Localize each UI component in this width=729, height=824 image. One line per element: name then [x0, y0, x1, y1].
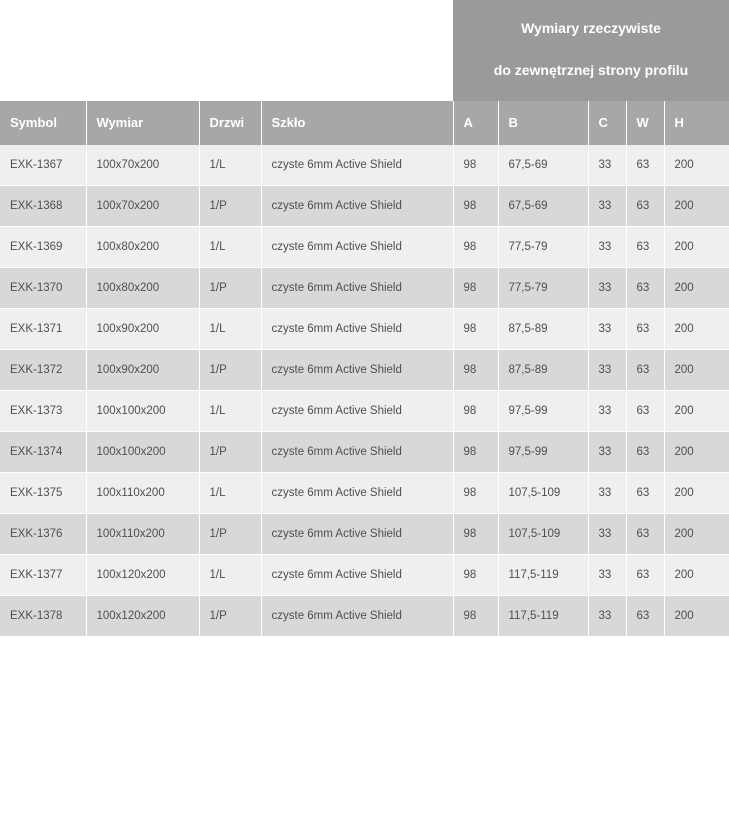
cell-w: 63 — [626, 226, 664, 267]
cell-w: 63 — [626, 185, 664, 226]
cell-wymiar: 100x90x200 — [86, 349, 199, 390]
cell-wymiar: 100x80x200 — [86, 226, 199, 267]
cell-h: 200 — [664, 226, 729, 267]
cell-w: 63 — [626, 145, 664, 186]
cell-b: 97,5-99 — [498, 390, 588, 431]
table-row — [0, 267, 729, 308]
cell-symbol: EXK-1367 — [0, 145, 86, 186]
cell-w: 63 — [626, 595, 664, 636]
cell-h: 200 — [664, 267, 729, 308]
cell-h: 200 — [664, 390, 729, 431]
cell-c: 33 — [588, 513, 626, 554]
cell-szklo: czyste 6mm Active Shield — [261, 349, 453, 390]
cell-drzwi: 1/L — [199, 472, 261, 513]
cell-symbol: EXK-1374 — [0, 431, 86, 472]
cell-w: 63 — [626, 472, 664, 513]
super-header-spacer — [0, 0, 453, 101]
cell-a: 98 — [453, 349, 498, 390]
table-row — [0, 390, 729, 431]
cell-szklo: czyste 6mm Active Shield — [261, 308, 453, 349]
cell-symbol: EXK-1372 — [0, 349, 86, 390]
cell-wymiar: 100x110x200 — [86, 513, 199, 554]
cell-a: 98 — [453, 308, 498, 349]
column-header-h: H — [664, 101, 729, 145]
cell-w: 63 — [626, 513, 664, 554]
cell-c: 33 — [588, 267, 626, 308]
cell-wymiar: 100x100x200 — [86, 431, 199, 472]
cell-a: 98 — [453, 226, 498, 267]
cell-a: 98 — [453, 554, 498, 595]
cell-b: 117,5-119 — [498, 595, 588, 636]
cell-szklo: czyste 6mm Active Shield — [261, 472, 453, 513]
cell-drzwi: 1/L — [199, 554, 261, 595]
cell-b: 117,5-119 — [498, 554, 588, 595]
cell-c: 33 — [588, 145, 626, 186]
table-row — [0, 308, 729, 349]
column-header-w: W — [626, 101, 664, 145]
cell-b: 97,5-99 — [498, 431, 588, 472]
cell-wymiar: 100x70x200 — [86, 185, 199, 226]
table-row — [0, 145, 729, 186]
super-header-line-2: do zewnętrznej strony profilu — [493, 62, 689, 79]
cell-w: 63 — [626, 349, 664, 390]
cell-wymiar: 100x100x200 — [86, 390, 199, 431]
column-header-wymiar: Wymiar — [86, 101, 199, 145]
cell-a: 98 — [453, 513, 498, 554]
cell-symbol: EXK-1378 — [0, 595, 86, 636]
cell-h: 200 — [664, 145, 729, 186]
column-header-b: B — [498, 101, 588, 145]
cell-drzwi: 1/P — [199, 431, 261, 472]
cell-symbol: EXK-1368 — [0, 185, 86, 226]
cell-wymiar: 100x70x200 — [86, 145, 199, 186]
cell-b: 87,5-89 — [498, 349, 588, 390]
cell-drzwi: 1/P — [199, 267, 261, 308]
cell-c: 33 — [588, 390, 626, 431]
cell-drzwi: 1/L — [199, 308, 261, 349]
cell-drzwi: 1/P — [199, 349, 261, 390]
cell-a: 98 — [453, 267, 498, 308]
cell-h: 200 — [664, 513, 729, 554]
column-header-drzwi: Drzwi — [199, 101, 261, 145]
cell-b: 107,5-109 — [498, 513, 588, 554]
cell-b: 87,5-89 — [498, 308, 588, 349]
cell-c: 33 — [588, 226, 626, 267]
cell-symbol: EXK-1375 — [0, 472, 86, 513]
column-header-row — [0, 101, 729, 145]
super-header-title — [453, 0, 729, 101]
table-body — [0, 145, 729, 637]
cell-symbol: EXK-1376 — [0, 513, 86, 554]
cell-szklo: czyste 6mm Active Shield — [261, 185, 453, 226]
cell-wymiar: 100x80x200 — [86, 267, 199, 308]
cell-szklo: czyste 6mm Active Shield — [261, 267, 453, 308]
cell-h: 200 — [664, 431, 729, 472]
cell-szklo: czyste 6mm Active Shield — [261, 145, 453, 186]
cell-szklo: czyste 6mm Active Shield — [261, 390, 453, 431]
column-header-szklo: Szkło — [261, 101, 453, 145]
cell-wymiar: 100x110x200 — [86, 472, 199, 513]
cell-c: 33 — [588, 595, 626, 636]
cell-b: 77,5-79 — [498, 267, 588, 308]
super-header-line-1: Wymiary rzeczywiste — [521, 20, 661, 36]
cell-h: 200 — [664, 554, 729, 595]
cell-b: 67,5-69 — [498, 185, 588, 226]
cell-symbol: EXK-1377 — [0, 554, 86, 595]
cell-c: 33 — [588, 185, 626, 226]
cell-drzwi: 1/L — [199, 145, 261, 186]
cell-h: 200 — [664, 472, 729, 513]
cell-drzwi: 1/L — [199, 226, 261, 267]
table-row — [0, 226, 729, 267]
column-header-a: A — [453, 101, 498, 145]
cell-a: 98 — [453, 472, 498, 513]
cell-c: 33 — [588, 554, 626, 595]
cell-a: 98 — [453, 431, 498, 472]
table-row — [0, 472, 729, 513]
cell-w: 63 — [626, 390, 664, 431]
cell-a: 98 — [453, 145, 498, 186]
cell-c: 33 — [588, 308, 626, 349]
cell-a: 98 — [453, 595, 498, 636]
table-row — [0, 185, 729, 226]
cell-wymiar: 100x90x200 — [86, 308, 199, 349]
table-header — [0, 0, 729, 145]
table-row — [0, 554, 729, 595]
cell-szklo: czyste 6mm Active Shield — [261, 595, 453, 636]
cell-h: 200 — [664, 595, 729, 636]
cell-symbol: EXK-1370 — [0, 267, 86, 308]
cell-szklo: czyste 6mm Active Shield — [261, 513, 453, 554]
cell-szklo: czyste 6mm Active Shield — [261, 226, 453, 267]
cell-c: 33 — [588, 431, 626, 472]
cell-b: 77,5-79 — [498, 226, 588, 267]
cell-symbol: EXK-1369 — [0, 226, 86, 267]
cell-c: 33 — [588, 349, 626, 390]
cell-w: 63 — [626, 554, 664, 595]
cell-w: 63 — [626, 308, 664, 349]
cell-b: 67,5-69 — [498, 145, 588, 186]
cell-h: 200 — [664, 308, 729, 349]
cell-a: 98 — [453, 390, 498, 431]
cell-symbol: EXK-1373 — [0, 390, 86, 431]
table-row — [0, 513, 729, 554]
cell-w: 63 — [626, 431, 664, 472]
table-row — [0, 349, 729, 390]
cell-szklo: czyste 6mm Active Shield — [261, 431, 453, 472]
cell-h: 200 — [664, 349, 729, 390]
cell-drzwi: 1/L — [199, 390, 261, 431]
cell-c: 33 — [588, 472, 626, 513]
cell-szklo: czyste 6mm Active Shield — [261, 554, 453, 595]
table-row — [0, 431, 729, 472]
cell-drzwi: 1/P — [199, 513, 261, 554]
cell-symbol: EXK-1371 — [0, 308, 86, 349]
column-header-symbol: Symbol — [0, 101, 86, 145]
super-header-row — [0, 0, 729, 101]
cell-drzwi: 1/P — [199, 595, 261, 636]
column-header-c: C — [588, 101, 626, 145]
cell-wymiar: 100x120x200 — [86, 554, 199, 595]
cell-w: 63 — [626, 267, 664, 308]
cell-h: 200 — [664, 185, 729, 226]
cell-wymiar: 100x120x200 — [86, 595, 199, 636]
table-row — [0, 595, 729, 636]
cell-b: 107,5-109 — [498, 472, 588, 513]
cell-a: 98 — [453, 185, 498, 226]
cell-drzwi: 1/P — [199, 185, 261, 226]
